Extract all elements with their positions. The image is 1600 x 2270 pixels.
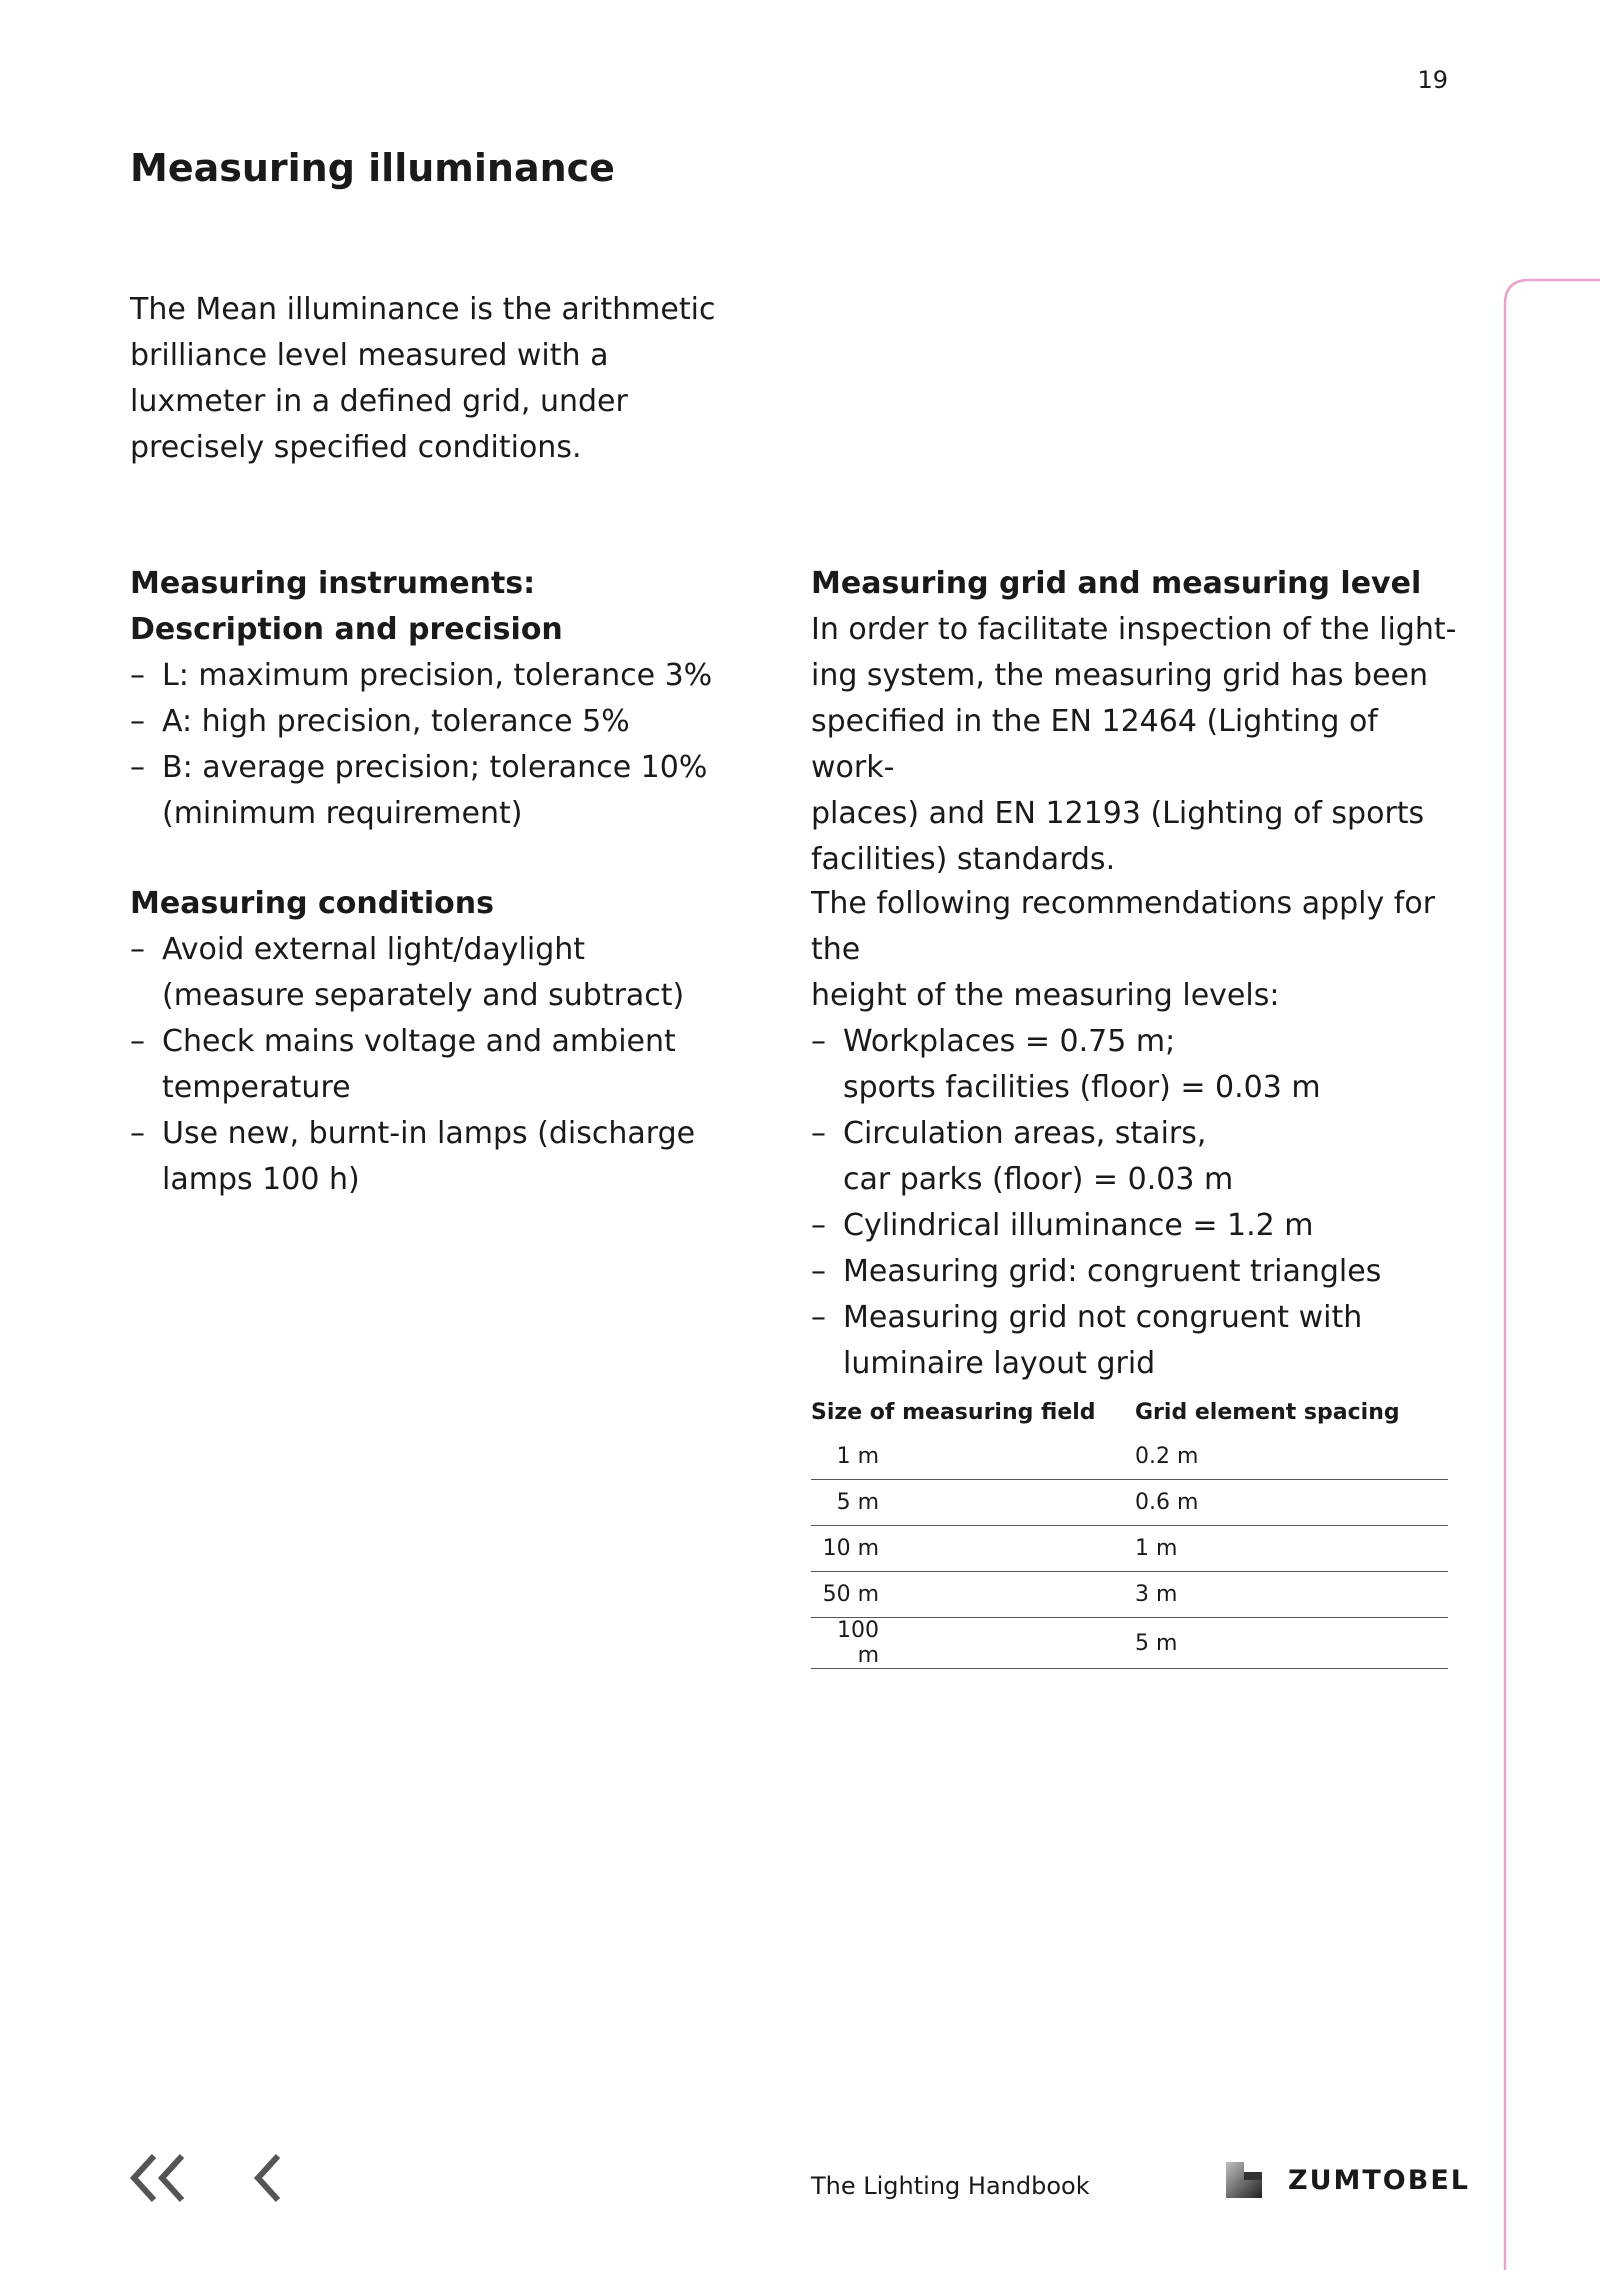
chevron-left-icon[interactable] [248, 2150, 284, 2206]
paragraph-line: In order to facilitate inspection of the light- [811, 612, 1457, 647]
brand-name: ZUMTOBEL [1288, 2164, 1470, 2196]
table-cell [811, 1434, 1135, 1480]
table-row [811, 1526, 1448, 1572]
table-row [811, 1618, 1448, 1669]
table-header-field-size: Size of measuring field [811, 1399, 1096, 1425]
list-item-line: A: high precision, tolerance 5% [162, 704, 630, 739]
dash-bullet: – [130, 750, 145, 785]
list-item [130, 927, 750, 1019]
table-header-spacing: Grid element spacing [1135, 1399, 1400, 1425]
list-item [811, 1019, 1461, 1111]
table-cell-field-size: 100 m [837, 1618, 879, 1668]
list-item [130, 653, 750, 699]
table-body [811, 1434, 1448, 1669]
table-cell-field-size: 1 m [836, 1444, 879, 1469]
side-tab [1503, 278, 1600, 2270]
paragraph-line: specified in the EN 12464 (Lighting of work- [811, 704, 1378, 785]
recommendations-list [811, 1019, 1461, 1387]
grid-section [811, 561, 1461, 883]
conditions-section [130, 881, 750, 1203]
list-item [130, 1111, 750, 1203]
table-row [811, 1480, 1448, 1526]
paragraph-line: height of the measuring levels: [811, 978, 1280, 1013]
dash-bullet: – [130, 932, 145, 967]
table-cell [811, 1572, 1135, 1618]
list-item-line: Cylindrical illuminance = 1.2 m [843, 1208, 1314, 1243]
list-item-line: L: maximum precision, tolerance 3% [162, 658, 713, 693]
list-item [811, 1203, 1461, 1249]
dash-bullet: – [130, 658, 145, 693]
list-item-line: (measure separately and subtract) [162, 978, 685, 1013]
double-chevron-left-icon[interactable] [126, 2150, 188, 2206]
table-cell-spacing: 5 m [1135, 1618, 1448, 1669]
list-item-line: Measuring grid not congruent with [843, 1300, 1363, 1335]
logo-mark-icon [1226, 2162, 1262, 2198]
paragraph-line: places) and EN 12193 (Lighting of sports [811, 796, 1425, 831]
table-cell-field-size: 50 m [822, 1582, 879, 1607]
page-title: Measuring illuminance [130, 146, 615, 190]
dash-bullet: – [811, 1208, 826, 1243]
grid-body [811, 607, 1461, 883]
intro-paragraph: The Mean illuminance is the arithmetic brilliance level measured with a luxmeter in a defined grid, under precisely specified conditions. [130, 292, 716, 465]
recommendations-intro [811, 881, 1461, 1019]
table-row [811, 1434, 1448, 1480]
list-item-line: lamps 100 h) [162, 1162, 360, 1197]
instruments-list [130, 653, 750, 837]
table-cell-field-size: 5 m [836, 1490, 879, 1515]
dash-bullet: – [811, 1024, 826, 1059]
dash-bullet: – [130, 1024, 145, 1059]
paragraph-line: facilities) standards. [811, 842, 1116, 877]
table-cell [811, 1480, 1135, 1526]
list-item-line: car parks (floor) = 0.03 m [843, 1162, 1234, 1197]
paragraph-line: The following recommendations apply for the [811, 886, 1436, 967]
paragraph-line: ing system, the measuring grid has been [811, 658, 1429, 693]
instruments-heading-line1: Measuring instruments: [130, 566, 536, 601]
list-item-line: Circulation areas, stairs, [843, 1116, 1207, 1151]
list-item [811, 1295, 1461, 1387]
list-item-line: Avoid external light/daylight [162, 932, 586, 967]
table-cell-spacing: 1 m [1135, 1526, 1448, 1572]
table-cell-spacing: 3 m [1135, 1572, 1448, 1618]
dash-bullet: – [811, 1116, 826, 1151]
recommendations-section [811, 881, 1461, 1387]
list-item-line: sports facilities (floor) = 0.03 m [843, 1070, 1321, 1105]
table-cell [811, 1526, 1135, 1572]
instruments-heading [130, 561, 750, 653]
page-number: 19 [1417, 66, 1448, 94]
dash-bullet: – [811, 1300, 826, 1335]
grid-heading: Measuring grid and measuring level [811, 566, 1422, 601]
conditions-list [130, 927, 750, 1203]
table-cell [811, 1618, 1135, 1669]
table-header-row [811, 1390, 1448, 1434]
list-item-line: temperature [162, 1070, 351, 1105]
list-item [130, 699, 750, 745]
list-item-line: Measuring grid: congruent triangles [843, 1254, 1382, 1289]
list-item [811, 1111, 1461, 1203]
brand-logo [1226, 2160, 1470, 2200]
table-cell-spacing: 0.6 m [1135, 1480, 1448, 1526]
list-item [130, 745, 750, 837]
list-item-line: luminaire layout grid [843, 1346, 1156, 1381]
dash-bullet: – [811, 1254, 826, 1289]
instruments-heading-line2: Description and precision [130, 612, 563, 647]
list-item-line: B: average precision; tolerance 10% [162, 750, 708, 785]
footer-handbook-title: The Lighting Handbook [811, 2172, 1090, 2200]
list-item-line: (minimum requirement) [162, 796, 523, 831]
conditions-heading: Measuring conditions [130, 886, 494, 921]
list-item-line: Workplaces = 0.75 m; [843, 1024, 1176, 1059]
list-item [130, 1019, 750, 1111]
instruments-section [130, 561, 750, 837]
dash-bullet: – [130, 704, 145, 739]
grid-spacing-table [811, 1390, 1448, 1669]
table-cell-spacing: 0.2 m [1135, 1434, 1448, 1480]
list-item [811, 1249, 1461, 1295]
list-item-line: Use new, burnt-in lamps (discharge [162, 1116, 696, 1151]
list-item-line: Check mains voltage and ambient [162, 1024, 676, 1059]
table-cell-field-size: 10 m [822, 1536, 879, 1561]
table-row [811, 1572, 1448, 1618]
dash-bullet: – [130, 1116, 145, 1151]
